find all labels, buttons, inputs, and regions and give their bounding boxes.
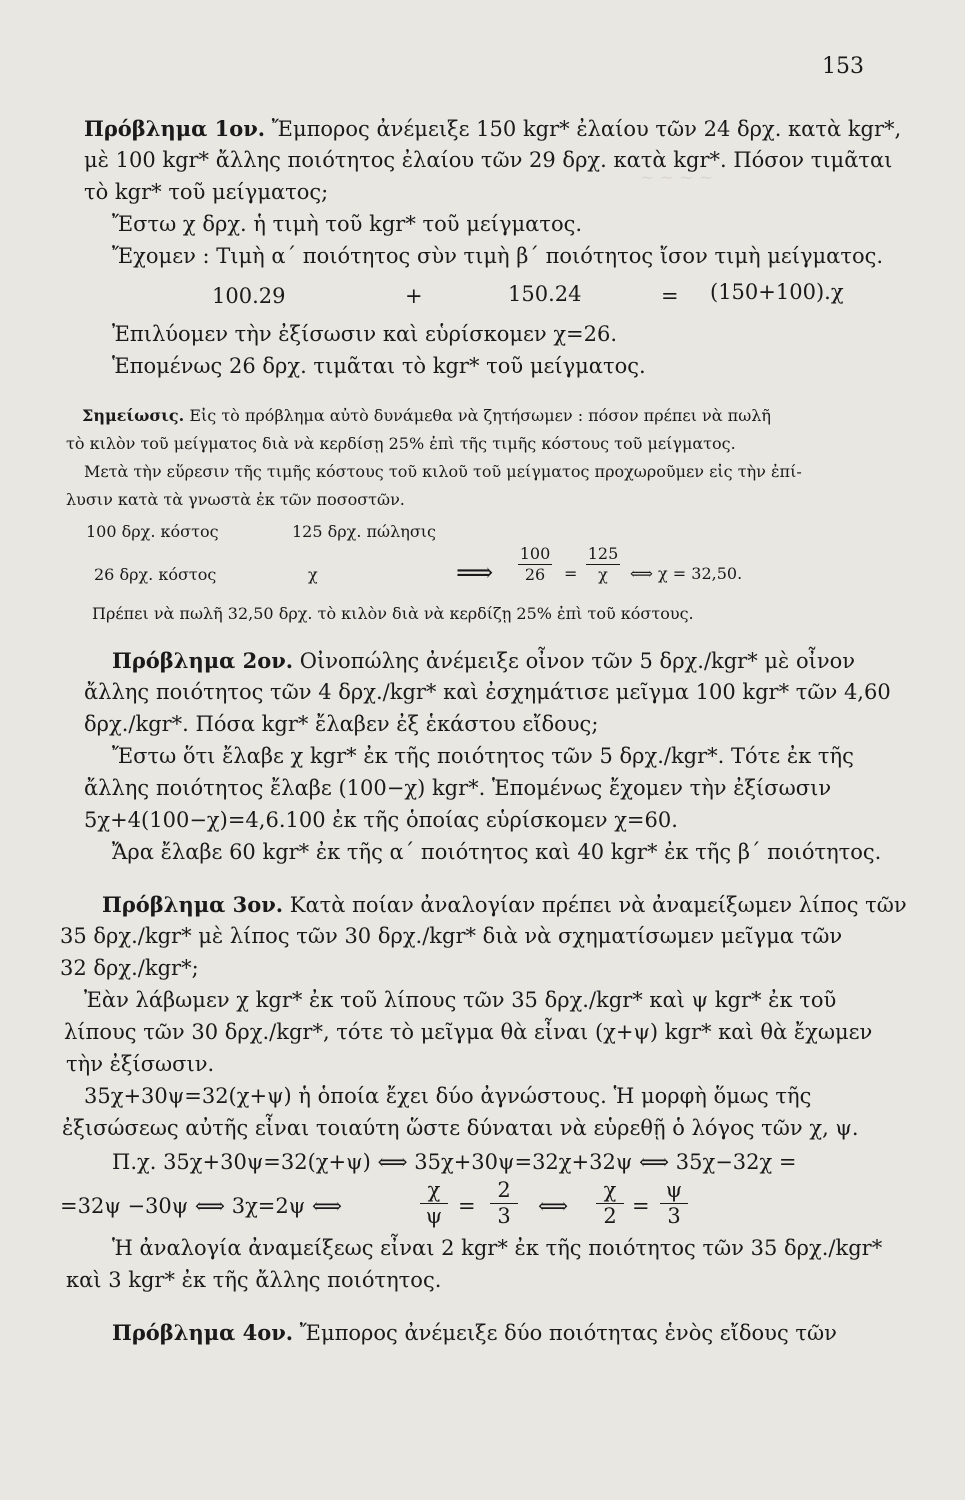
page-number: 153	[822, 54, 864, 79]
note-row2-result: ⟺ χ = 32,50.	[630, 564, 743, 583]
problem3-line7: 35χ+30ψ=32(χ+ψ) ἡ ὁποία ἔχει δύο ἀγνώστους. Ἡ μορφὴ ὅμως τῆς	[84, 1084, 812, 1108]
problem3-line1: Πρόβλημα 3ον. Κατὰ ποίαν ἀναλογίαν πρέπει νὰ ἀναμείξωμεν λίπος τῶν	[102, 892, 907, 917]
problem2-line6: 5χ+4(100−χ)=4,6.100 ἐκ τῆς ὁποίας εὑρίσκομεν χ=60.	[84, 808, 678, 832]
problem4-heading: Πρόβλημα 4ον.	[112, 1320, 294, 1345]
note-heading: Σημείωσις.	[82, 406, 185, 425]
problem3-line10: =32ψ −30ψ ⟺ 3χ=2ψ ⟺	[60, 1194, 342, 1218]
problem1-eq-left: 100.29	[212, 284, 286, 308]
problem1-eq-equals: =	[661, 284, 679, 308]
problem1-line3: τὸ kgr* τοῦ μείγματος;	[84, 180, 329, 204]
problem3-iff: ⟺	[538, 1194, 569, 1218]
bleed-through: ~ ~ ~ ~	[640, 168, 714, 188]
note-line7: Πρέπει νὰ πωλῆ 32,50 δρχ. τὸ κιλὸν διὰ νὰ κερδίζῃ 25% ἐπὶ τοῦ κόστους.	[92, 604, 694, 623]
problem1-line4: Ἔστω χ δρχ. ἡ τιμὴ τοῦ kgr* τοῦ μείγματος.	[112, 212, 583, 236]
problem2-line4: Ἔστω ὅτι ἔλαβε χ kgr* ἐκ τῆς ποιότητος τῶν 5 δρχ./kgr*. Τότε ἐκ τῆς	[112, 744, 854, 768]
problem1-heading: Πρόβλημα 1ον.	[84, 116, 266, 141]
problem4-line1: Πρόβλημα 4ον. Ἔμπορος ἀνέμειξε δύο ποιότητας ἑνὸς εἴδους τῶν	[112, 1320, 837, 1345]
problem3-fraction-x-psi: χ ψ	[420, 1180, 448, 1227]
note-fraction-equals: =	[564, 564, 578, 583]
note-fraction-2: 125 χ	[587, 544, 619, 584]
note-line3: Μετὰ τὴν εὕρεσιν τῆς τιμῆς κόστους τοῦ κιλοῦ τοῦ μείγματος προχωροῦμεν εἰς τὴν ἐπί-	[84, 462, 802, 481]
note-row1-right: 125 δρχ. πώλησις	[292, 522, 436, 541]
problem2-line3: δρχ./kgr*. Πόσα kgr* ἔλαβεν ἐξ ἑκάστου εἴδους;	[84, 712, 599, 736]
problem1-line5: Ἔχομεν : Τιμὴ α΄ ποιότητος σὺν τιμὴ β΄ ποιότητος ἴσον τιμὴ μείγματος.	[112, 244, 884, 268]
problem3-eq-2: =	[632, 1194, 650, 1218]
problem1-eq-plus: +	[405, 284, 423, 308]
problem3-fraction-psi-3: ψ 3	[660, 1180, 688, 1227]
problem1-line1: Πρόβλημα 1ον. Ἔμπορος ἀνέμειξε 150 kgr* ἐλαίου τῶν 24 δρχ. κατὰ kgr*,	[84, 116, 902, 141]
problem2-line5: ἄλλης ποιότητος ἔλαβε (100−χ) kgr*. Ἑπομένως ἔχομεν τὴν ἐξίσωσιν	[84, 776, 832, 800]
problem3-line2: 35 δρχ./kgr* μὲ λίπος τῶν 30 δρχ./kgr* διὰ νὰ σχηματίσωμεν μεῖγμα τῶν	[60, 924, 843, 948]
problem3-line8: ἐξισώσεως αὐτῆς εἶναι τοιαύτη ὥστε δύναται νὰ εὑρεθῇ ὁ λόγος τῶν χ, ψ.	[62, 1116, 859, 1140]
note-row2-x: χ	[308, 565, 318, 584]
note-line1: Σημείωσις. Εἰς τὸ πρόβλημα αὐτὸ δυνάμεθα νὰ ζητήσωμεν : πόσον πρέπει νὰ πωλῆ	[82, 406, 771, 425]
problem3-line12: καὶ 3 kgr* ἐκ τῆς ἄλλης ποιότητος.	[66, 1268, 442, 1292]
problem2-line2: ἄλλης ποιότητος τῶν 4 δρχ./kgr* καὶ ἐσχημάτισε μεῖγμα 100 kgr* τῶν 4,60	[84, 680, 891, 704]
problem1-eq-mid: 150.24	[508, 282, 582, 306]
problem1-eq-right: (150+100).χ	[710, 280, 844, 304]
problem3-line11: Ἡ ἀναλογία ἀναμείξεως εἶναι 2 kgr* ἐκ τῆς ποιότητος τῶν 35 δρχ./kgr*	[112, 1236, 883, 1260]
note-line4: λυσιν κατὰ τὰ γνωστὰ ἐκ τῶν ποσοστῶν.	[66, 490, 405, 509]
problem3-line5: λίπους τῶν 30 δρχ./kgr*, τότε τὸ μεῖγμα θὰ εἶναι (χ+ψ) kgr* καὶ θὰ ἔχωμεν	[64, 1020, 873, 1044]
problem3-line6: τὴν ἐξίσωσιν.	[66, 1052, 215, 1076]
problem3-eq-1: =	[458, 1194, 476, 1218]
note-row2-arrow: ⟹	[456, 558, 494, 588]
problem1-line8: Ἑπομένως 26 δρχ. τιμᾶται τὸ kgr* τοῦ μείγματος.	[112, 354, 646, 378]
problem3-fraction-x-2: χ 2	[596, 1180, 624, 1227]
problem2-heading: Πρόβλημα 2ον.	[112, 648, 294, 673]
note-fraction-1: 100 26	[519, 544, 551, 584]
problem3-fraction-2-3: 2 3	[490, 1180, 518, 1227]
problem1-line2: μὲ 100 kgr* ἄλλης ποιότητος ἐλαίου τῶν 29 δρχ. κατὰ kgr*. Πόσον τιμᾶται	[84, 148, 893, 172]
problem3-line9: Π.χ. 35χ+30ψ=32(χ+ψ) ⟺ 35χ+30ψ=32χ+32ψ ⟺ 35χ−32χ =	[112, 1150, 797, 1174]
problem3-line3: 32 δρχ./kgr*;	[60, 956, 199, 980]
problem2-line1: Πρόβλημα 2ον. Οἰνοπώλης ἀνέμειξε οἶνον τῶν 5 δρχ./kgr* μὲ οἶνον	[112, 648, 856, 673]
problem3-heading: Πρόβλημα 3ον.	[102, 892, 284, 917]
problem3-line4: Ἐὰν λάβωμεν χ kgr* ἐκ τοῦ λίπους τῶν 35 δρχ./kgr* καὶ ψ kgr* ἐκ τοῦ	[84, 988, 837, 1012]
note-row2-left: 26 δρχ. κόστος	[94, 565, 217, 584]
problem1-line7: Ἐπιλύομεν τὴν ἐξίσωσιν καὶ εὑρίσκομεν χ=26.	[112, 322, 618, 346]
note-row1-left: 100 δρχ. κόστος	[86, 522, 219, 541]
note-line2: τὸ κιλὸν τοῦ μείγματος διὰ νὰ κερδίσῃ 25% ἐπὶ τῆς τιμῆς κόστους τοῦ μείγματος.	[66, 434, 736, 453]
problem2-line7: Ἄρα ἔλαβε 60 kgr* ἐκ τῆς α΄ ποιότητος καὶ 40 kgr* ἐκ τῆς β΄ ποιότητος.	[112, 840, 882, 864]
